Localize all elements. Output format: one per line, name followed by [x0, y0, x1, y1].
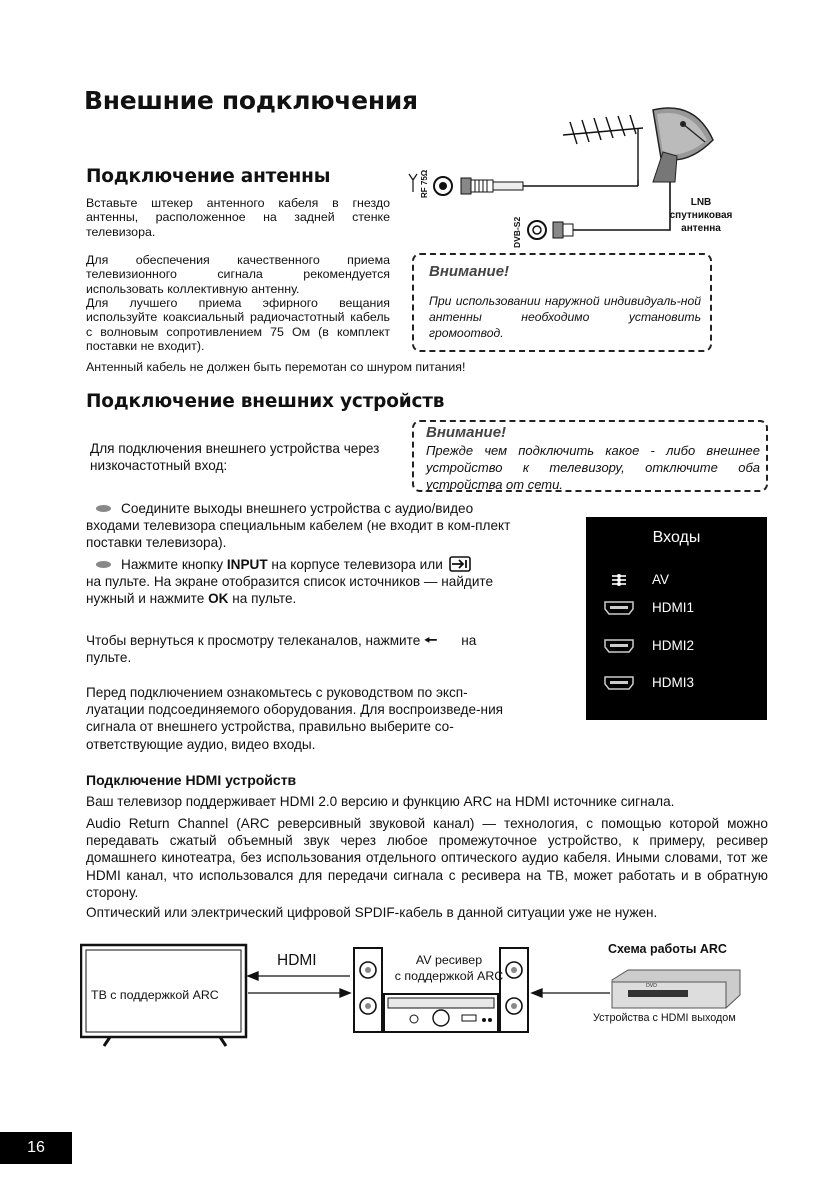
arc-tv-label: ТВ с поддержкой ARC [91, 988, 219, 1002]
inputs-menu-item-label: AV [652, 572, 670, 587]
inputs-menu-item-hdmi2[interactable] [604, 636, 694, 656]
lnb-label [664, 196, 738, 235]
inputs-menu-item-av[interactable] [604, 570, 669, 590]
av-receiver-icon [384, 994, 498, 1032]
dvb-connector-icon [528, 221, 573, 239]
inputs-menu-item-hdmi1[interactable] [604, 598, 694, 618]
arc-scheme-title: Схема работы ARC [608, 942, 727, 956]
external-manual-text: Перед подключением ознакомьтесь с руководством по эксп-луатации подсоединяемого оборудования. Для воспроизведе-ния сигнала от внешнего устройства, правильно выберите со-ответствующие аудио, видео входы. [86, 685, 504, 752]
ok-key-label: OK [208, 591, 229, 607]
inputs-menu-item-label: HDMI3 [652, 675, 695, 690]
rf-label: RF 75Ω [420, 169, 429, 198]
arc-hdmi-label: HDMI [277, 952, 317, 969]
hdmi-port-icon [604, 601, 634, 615]
inputs-menu [586, 517, 767, 720]
inputs-menu-item-label: HDMI1 [652, 600, 695, 615]
step2-text: на пульте. На экране отобразится список источников — найдите нужный и нажмите [86, 574, 494, 607]
return-text: на [461, 633, 477, 648]
external-step-1-text: Соедините выходы внешнего устройства с аудио/видео входами телевизора специальным кабелем (не входит в ком-плект поставки телевизора). [86, 501, 511, 551]
receiver-label-line: AV ресивер [415, 953, 483, 967]
antenna-para-2: Для обеспечения качественного приема телевизионного сигнала рекомендуется использовать коллективную антенну. [86, 253, 390, 296]
external-heading: Подключение внешних устройств [86, 391, 445, 412]
dvd-player-icon [612, 970, 740, 1008]
arc-source-label: Устройства с HDMI выходом [593, 1012, 736, 1024]
input-key-label: INPUT [226, 557, 268, 572]
step2-text: Нажмите кнопку [121, 557, 227, 572]
step2-text: на пульте. [228, 591, 297, 607]
lnb-label-line: спутниковая [669, 210, 733, 221]
inputs-menu-item-label: HDMI2 [652, 638, 695, 653]
bullet-icon [96, 561, 111, 568]
terrestrial-antenna-icon [563, 115, 643, 180]
return-text: пульте. [86, 650, 132, 666]
dvb-label: DVB-S2 [512, 216, 522, 248]
receiver-label-line: с поддержкой ARC [394, 969, 504, 983]
antenna-para-3: Для лучшего приема эфирного вещания используйте коаксиальный радиочастотный кабель с волновым сопротивлением 75 Ом (в комплект поставки не входит). [86, 296, 390, 353]
antenna-heading: Подключение антенны [86, 166, 331, 187]
inputs-menu-item-hdmi3[interactable] [604, 673, 694, 693]
av-input-icon [604, 573, 634, 587]
page-number: 16 [0, 1132, 72, 1164]
external-step-1 [86, 500, 526, 552]
source-input-icon [449, 556, 471, 572]
antenna-warning-text: При использовании наружной индивидуаль-ной антенны необходимо установить громоотвод. [429, 294, 701, 340]
left-speaker-icon [354, 948, 382, 1032]
external-return-text [86, 632, 526, 666]
lnb-label-line: антенна [681, 223, 721, 234]
page-title: Внешние подключения [84, 86, 418, 115]
dvd-logo-text: DVD [646, 983, 658, 989]
step2-text: на корпусе телевизора или [267, 557, 447, 572]
external-warning-text: Прежде чем подключить какое - либо внешнее устройство к телевизору, отключите оба устройства от сети. [426, 443, 760, 492]
return-text: Чтобы вернуться к просмотру телеканалов, нажмите [86, 633, 425, 648]
antenna-para-1: Вставьте штекер антенного кабеля в гнездо антенны, расположенное на задней стенке телевизора. [86, 196, 390, 239]
antenna-warning-title: Внимание! [429, 263, 510, 280]
hdmi-para-1: Ваш телевизор поддерживает HDMI 2.0 версию и функцию ARC на HDMI источнике сигнала. [86, 794, 675, 809]
antenna-para-4: Антенный кабель не должен быть перемотан со шнуром питания! [86, 360, 466, 374]
inputs-menu-title: Входы [652, 529, 701, 546]
satellite-dish-icon [653, 108, 713, 182]
lnb-label-line: LNB [690, 197, 712, 208]
hdmi-para-3: Оптический или электрический цифровой SPDIF-кабель в данной ситуации уже не нужен. [86, 905, 658, 920]
back-arrow-icon: 🠔 [424, 632, 438, 649]
hdmi-para-2: Audio Return Channel (ARC реверсивный звуковой канал) — технология, с помощью которой можно передавать сжатый объемный звук через любое промежуточное устройство, к примеру, ресивер домашнего кинотеатра, без использования отдельного оптического аудио кабеля. Иными словами, тот же HDMI канал, что использовался для передачи сигнала с ресивера на ТВ, может работать и в обратную сторону. [86, 816, 768, 900]
external-intro: Для подключения внешнего устройства через низкочастотный вход: [90, 441, 380, 474]
external-warning-title: Внимание! [426, 424, 507, 441]
hdmi-port-icon [604, 639, 634, 653]
arc-receiver-label [384, 952, 514, 984]
rf-connector-icon [434, 177, 523, 195]
external-step-2 [86, 556, 526, 608]
bullet-icon [96, 505, 111, 512]
hdmi-heading: Подключение HDMI устройств [86, 772, 297, 788]
external-warning-box [412, 420, 768, 492]
hdmi-port-icon [604, 676, 634, 690]
antenna-warning-box [412, 253, 712, 352]
